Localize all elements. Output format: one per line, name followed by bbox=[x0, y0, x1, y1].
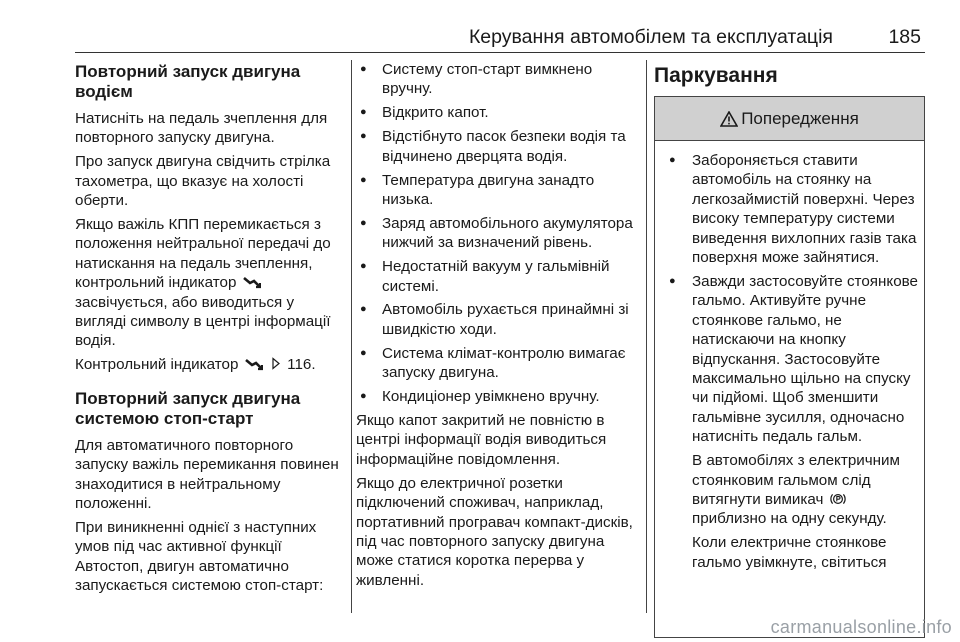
paragraph-text: приблизно на одну секунду. bbox=[692, 510, 887, 528]
column-3 bbox=[654, 60, 925, 638]
warning-list bbox=[669, 151, 918, 447]
column-divider-1 bbox=[351, 60, 352, 613]
column-1 bbox=[75, 60, 343, 600]
column-2 bbox=[356, 60, 638, 595]
paragraph: Коли електричне стоянкове гальмо увімкнуте, світиться bbox=[692, 534, 887, 571]
list-item: ● Заряд автомобільного акумулятора нижчий за визначений рівень. bbox=[356, 214, 638, 253]
restart-conditions-list bbox=[356, 60, 638, 407]
page-reference-arrow-icon bbox=[271, 357, 281, 370]
section-heading-system-restart: Повторний запуск двигуна системою стоп-старт bbox=[75, 388, 301, 428]
paragraph: Якщо до електричної розетки підключений споживач, наприклад, портативний програвач компакт-дисків, під час повторного запуску двигуна може статися коротка перерва у живленні. bbox=[356, 474, 633, 589]
warning-triangle-icon bbox=[720, 111, 738, 127]
paragraph-text: засвічується, або виводиться у вигляді символу в центрі інформації водія. bbox=[75, 293, 331, 350]
gearshift-indicator-icon bbox=[245, 357, 263, 371]
list-item: ● Недостатній вакуум у гальмівній системі. bbox=[356, 257, 638, 296]
gearshift-indicator-icon bbox=[243, 275, 261, 289]
paragraph-text: Якщо важіль КПП перемикається з положення нейтральної передачі до натискання на педаль зчеплення, контрольний індикатор bbox=[75, 216, 331, 292]
list-item: ● Температура двигуна занадто низька. bbox=[356, 171, 638, 210]
header-divider bbox=[75, 52, 925, 53]
page-reference[interactable]: 116. bbox=[287, 356, 316, 374]
paragraph-text: Контрольний індикатор bbox=[75, 356, 239, 374]
list-item: ● Забороняється ставити автомобіль на стоянку на легкозаймистій поверхні. Через високу температуру системи виведення вихлопних газів така поверхня може зайнятися. bbox=[669, 151, 918, 267]
parking-brake-switch-icon bbox=[830, 492, 846, 506]
warning-box bbox=[654, 96, 925, 638]
section-heading-driver-restart: Повторний запуск двигуна водієм bbox=[75, 62, 301, 101]
warning-title: Попередження bbox=[741, 108, 859, 128]
list-item: ● Кондиціонер увімкнено вручну. bbox=[356, 387, 638, 406]
paragraph: Для автоматичного повторного запуску важіль перемикання повинен знаходитися в нейтральному положенні. bbox=[75, 436, 339, 512]
paragraph bbox=[75, 355, 343, 374]
page-number: 185 bbox=[888, 26, 921, 48]
paragraph: Якщо капот закритий не повністю в центрі інформації водія виводиться інформаційне повідомлення. bbox=[356, 412, 607, 468]
list-item: ● Автомобіль рухається принаймні зі швидкістю ходи. bbox=[356, 300, 638, 339]
list-item: ● Завжди застосовуйте стоянкове гальмо. Активуйте ручне стоянкове гальмо, не натискаючи на кнопку відпускання. Застосовуйте максимально щільно на спуску чи підйомі. Щоб зменшити гальмівне зусилля, одночасно натисніть педаль гальм. bbox=[669, 272, 918, 447]
paragraph: Про запуск двигуна свідчить стрілка тахометра, що вказує на холості оберти. bbox=[75, 153, 331, 210]
paragraph: Натисніть на педаль зчеплення для повторного запуску двигуна. bbox=[75, 110, 328, 147]
watermark: carmanualsonline.info bbox=[770, 617, 952, 637]
paragraph-text: В автомобілях з електричним стоянковим гальмом слід витягнути вимикач bbox=[692, 452, 900, 508]
paragraph bbox=[669, 451, 918, 529]
column-divider-2 bbox=[646, 60, 647, 613]
paragraph: При виникненні однієї з наступних умов під час активної функції Автостоп, двигун автоматично запускається системою стоп-старт: bbox=[75, 518, 324, 595]
list-item: ● Система клімат-контролю вимагає запуску двигуна. bbox=[356, 344, 638, 383]
list-item: ● Відкрито капот. bbox=[356, 103, 638, 122]
list-item: ● Систему стоп-старт вимкнено вручну. bbox=[356, 60, 638, 99]
chapter-title: Керування автомобілем та експлуатація bbox=[468, 26, 833, 48]
section-heading-parking: Паркування bbox=[654, 64, 778, 87]
list-item: ● Відстібнуто пасок безпеки водія та відчинено дверцята водія. bbox=[356, 127, 638, 166]
warning-body bbox=[655, 141, 924, 572]
paragraph bbox=[75, 215, 343, 351]
page-header bbox=[75, 22, 925, 48]
warning-header bbox=[655, 97, 924, 141]
